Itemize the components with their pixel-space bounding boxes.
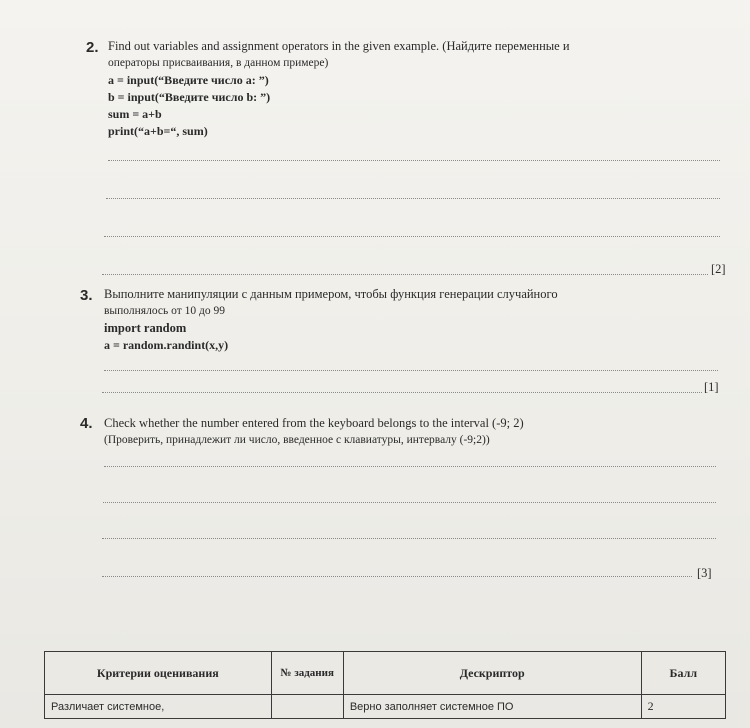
task-2-prompt: Find out variables and assignment operators in the given example. (Найдите переменные и xyxy=(108,39,570,53)
task-2-code-line-2: b = input(“Введите число b: ”) xyxy=(108,90,271,104)
answer-line[interactable] xyxy=(102,576,692,577)
header-descriptor: Дескриптор xyxy=(343,652,641,695)
task-4 xyxy=(104,415,524,449)
answer-line[interactable] xyxy=(108,160,720,161)
assessment-criteria-table xyxy=(44,651,726,719)
task-4-number: 4. xyxy=(80,415,93,432)
header-criteria: Критерии оценивания xyxy=(45,652,272,695)
header-score: Балл xyxy=(641,652,725,695)
task-3 xyxy=(104,286,558,354)
table-header-row xyxy=(45,652,726,695)
task-3-prompt: Выполните манипуляции с данным примером, чтобы функция генерации случайного xyxy=(104,287,558,301)
task-3-number: 3. xyxy=(80,287,93,304)
task-2-score: [2] xyxy=(711,262,726,276)
task-3-code-line-2: a = random.randint(x,y) xyxy=(104,338,229,352)
answer-line[interactable] xyxy=(106,198,720,199)
cell-score: 2 xyxy=(641,695,725,719)
answer-line[interactable] xyxy=(104,236,720,237)
task-2-code-line-1: a = input(“Введите число a: ”) xyxy=(108,73,269,87)
answer-line[interactable] xyxy=(102,538,716,539)
answer-line[interactable] xyxy=(102,274,708,275)
header-task-number: № задания xyxy=(271,652,343,695)
task-2-code-line-4: print(“a+b=“, sum) xyxy=(108,124,208,138)
task-4-prompt-cont: (Проверить, принадлежит ли число, введенное с клавиатуры, интервалу (-9;2)) xyxy=(104,434,490,446)
task-3-code-line-1: import random xyxy=(104,321,187,335)
answer-line[interactable] xyxy=(104,370,718,371)
cell-task-number xyxy=(271,695,343,719)
answer-line[interactable] xyxy=(102,392,702,393)
task-2 xyxy=(108,38,570,140)
task-2-code-line-3: sum = a+b xyxy=(108,107,162,121)
task-4-score: [3] xyxy=(697,566,712,580)
answer-line[interactable] xyxy=(104,466,716,467)
task-2-prompt-cont: операторы присваивания, в данном примере) xyxy=(108,57,329,69)
cell-descriptor: Верно заполняет системное ПО xyxy=(343,695,641,719)
task-2-number: 2. xyxy=(86,39,99,56)
task-4-prompt: Check whether the number entered from the keyboard belongs to the interval (-9; 2) xyxy=(104,416,524,430)
task-3-prompt-cont: выполнялось от 10 до 99 xyxy=(104,305,225,317)
table-row xyxy=(45,695,726,719)
answer-line[interactable] xyxy=(103,502,716,503)
cell-criteria: Различает системное, xyxy=(45,695,272,719)
task-3-score: [1] xyxy=(704,380,719,394)
